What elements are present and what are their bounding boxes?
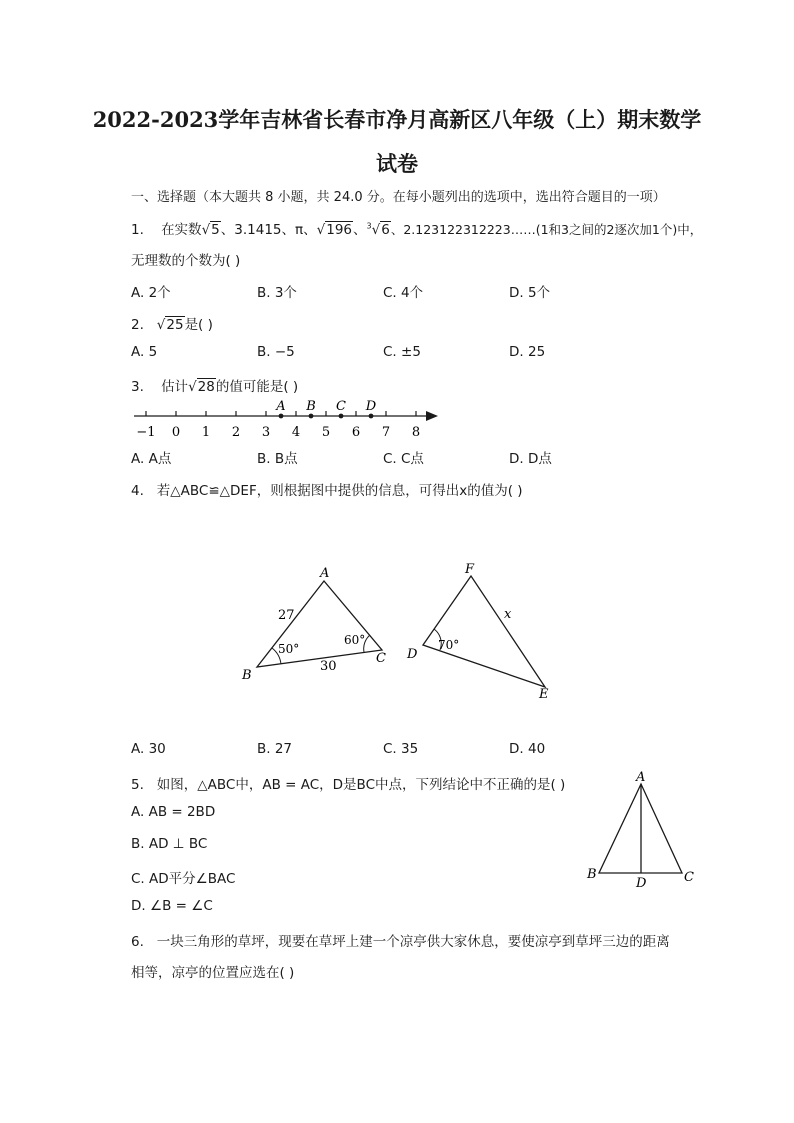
question-5 <box>131 773 565 793</box>
question-3-post: 的值可能是( ) <box>215 379 299 395</box>
vertex-a-label: A <box>320 566 330 581</box>
vertex-c-label: C <box>684 870 694 885</box>
number-line-point-label: D <box>365 399 377 414</box>
option-b[interactable]: B. −5 <box>257 344 295 360</box>
option-c[interactable]: C. 35 <box>383 741 419 757</box>
option-c[interactable]: C. AD平分∠BAC <box>131 871 236 887</box>
question-1-sep: 、3.1415、π、 <box>220 222 317 238</box>
radicand: 28 <box>197 379 215 395</box>
question-1 <box>131 218 702 238</box>
point-d-label: D <box>636 876 647 891</box>
question-1-sep: 、 <box>353 222 367 238</box>
radicand: 6 <box>381 222 390 238</box>
number-line-arrow-icon <box>426 411 438 421</box>
number-line-tick-label: 4 <box>291 425 301 440</box>
question-2 <box>131 313 213 333</box>
side-ab-label: 27 <box>278 608 295 623</box>
question-number: 5. <box>131 777 144 793</box>
option-d[interactable]: D. D点 <box>509 451 552 467</box>
vertex-f-label: F <box>465 562 475 577</box>
option-a[interactable]: A. 30 <box>131 741 166 757</box>
option-c[interactable]: C. C点 <box>383 451 424 467</box>
option-a[interactable]: A. 5 <box>131 344 158 360</box>
question-2-text: 是( ) <box>184 317 213 333</box>
sqrt-icon: √ <box>316 222 326 238</box>
vertex-c-label: C <box>376 651 386 666</box>
side-bc-label: 30 <box>320 659 337 674</box>
option-d[interactable]: D. 5个 <box>509 285 551 301</box>
sqrt-icon: √ <box>201 222 211 238</box>
triangle-abc <box>257 581 382 667</box>
question-6-line1: 一块三角形的草坪，现要在草坪上建一个凉亭供大家休息，要使凉亭到草坪三边的距离 <box>156 934 670 950</box>
number-line-point <box>279 414 284 419</box>
question-1-intro: 在实数 <box>161 222 202 238</box>
question-5-text: 如图，△ABC中，AB = AC，D是BC中点，下列结论中不正确的是( ) <box>156 777 566 793</box>
number-line-tick-label: 0 <box>171 425 181 440</box>
option-b[interactable]: B. B点 <box>257 451 298 467</box>
section-heading: 一、选择题（本大题共 8 小题，共 24.0 分。在每小题列出的选项中，选出符合题目的一项） <box>131 190 666 205</box>
number-line-point <box>339 414 344 419</box>
option-b[interactable]: B. 27 <box>257 741 293 757</box>
option-b[interactable]: B. AD ⊥ BC <box>131 836 208 852</box>
option-c[interactable]: C. ±5 <box>383 344 421 360</box>
question-4 <box>131 479 523 499</box>
option-b[interactable]: B. 3个 <box>257 285 297 301</box>
vertex-b-label: B <box>242 668 252 683</box>
option-c[interactable]: C. 4个 <box>383 285 424 301</box>
number-line-tick-label: 7 <box>381 425 391 440</box>
radicand: 5 <box>211 222 220 238</box>
number-line-point <box>309 414 314 419</box>
number-line-tick-label: 2 <box>231 425 241 440</box>
option-a[interactable]: A. 2个 <box>131 285 171 301</box>
cube-root-index: 3 <box>366 221 372 231</box>
vertex-a-label: A <box>636 770 646 785</box>
option-d[interactable]: D. 40 <box>509 741 546 757</box>
number-line-tick-label: 6 <box>351 425 361 440</box>
question-number: 4. <box>131 483 144 499</box>
congruent-triangles-figure <box>236 560 566 710</box>
vertex-d-label: D <box>407 647 418 662</box>
question-number: 3. <box>131 379 144 395</box>
sqrt-icon: √ <box>371 222 381 238</box>
number-line-point-label: B <box>306 399 316 414</box>
option-a[interactable]: A. A点 <box>131 451 172 467</box>
side-ef-label: x <box>504 607 512 622</box>
question-1-tail: 、2.123122312223……(1和3之间的2逐次加1个)中， <box>390 222 703 237</box>
question-3-pre: 估计 <box>161 379 189 395</box>
page-title: 2022-2023学年吉林省长春市净月高新区八年级（上）期末数学 <box>92 107 702 132</box>
angle-c-label: 60° <box>344 633 366 647</box>
radicand: 25 <box>166 317 184 333</box>
question-6 <box>131 930 670 950</box>
option-a[interactable]: A. AB = 2BD <box>131 804 216 820</box>
option-d[interactable]: D. 25 <box>509 344 546 360</box>
question-number: 2. <box>131 317 144 333</box>
angle-d-label: 70° <box>438 638 460 652</box>
number-line-point-label: A <box>276 399 286 414</box>
question-3 <box>131 375 298 395</box>
vertex-b-label: B <box>587 867 597 882</box>
question-4-text: 若△ABC≌△DEF，则根据图中提供的信息，可得出x的值为( ) <box>156 483 523 499</box>
number-line-point-label: C <box>336 399 346 414</box>
vertex-e-label: E <box>539 687 549 702</box>
number-line <box>126 398 456 448</box>
page-title-continued: 试卷 <box>376 151 418 176</box>
number-line-tick-label: 8 <box>411 425 421 440</box>
number-line-tick-label: 5 <box>321 425 331 440</box>
option-d[interactable]: D. ∠B = ∠C <box>131 898 213 914</box>
number-line-tick-label: 1 <box>201 425 211 440</box>
question-6-line2: 相等，凉亭的位置应选在( ) <box>131 965 295 981</box>
question-1-line2: 无理数的个数为( ) <box>131 253 241 269</box>
angle-b-label: 50° <box>278 642 300 656</box>
number-line-point <box>369 414 374 419</box>
isosceles-triangle-figure <box>585 768 705 893</box>
sqrt-icon: √ <box>156 317 166 333</box>
question-number: 1. <box>131 222 144 238</box>
triangle-def <box>423 576 545 687</box>
question-number: 6. <box>131 934 144 950</box>
number-line-tick-label: 3 <box>261 425 271 440</box>
radicand: 196 <box>326 222 353 238</box>
sqrt-icon: √ <box>188 379 197 395</box>
number-line-tick-label: −1 <box>136 425 156 440</box>
